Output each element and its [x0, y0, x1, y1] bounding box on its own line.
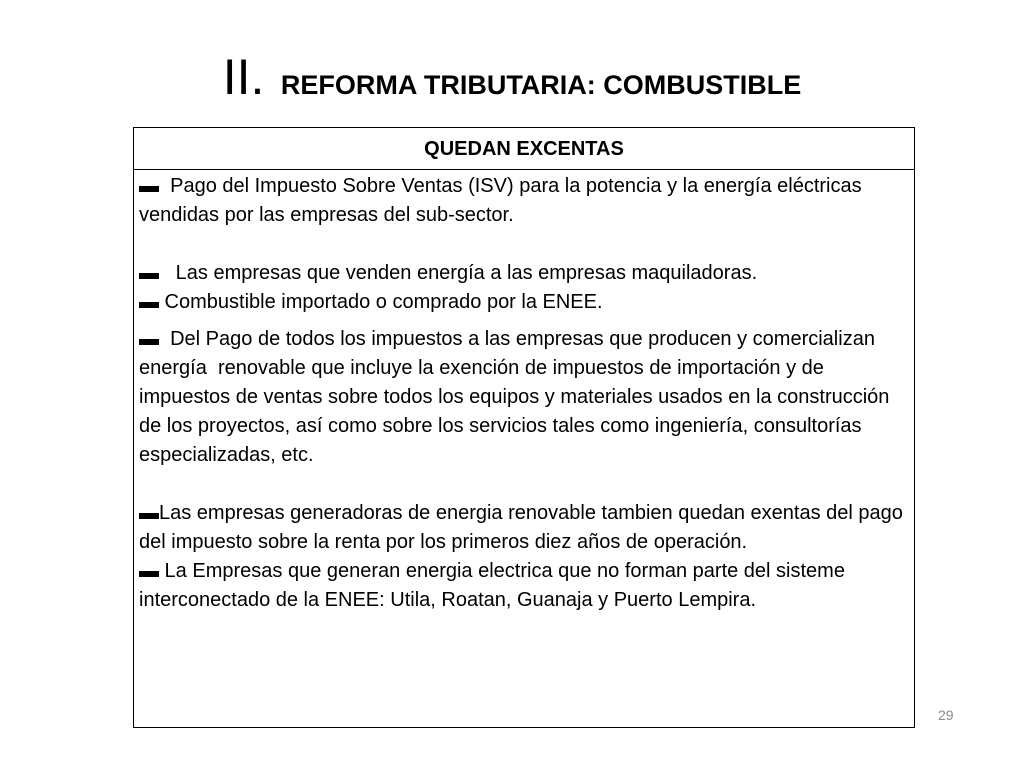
item-text: Combustible importado o comprado por la ENEE. — [159, 291, 603, 313]
slide-title — [0, 49, 1024, 105]
list-item — [139, 288, 909, 317]
section-numeral: II. — [222, 49, 265, 105]
list-item — [139, 259, 909, 288]
page-number: 29 — [938, 707, 954, 723]
dash-bullet: ▬ — [139, 328, 159, 350]
dash-bullet: ▬ — [139, 560, 159, 582]
item-text: Pago del Impuesto Sobre Ventas (ISV) para la potencia y la energía eléctricas vendidas por las empresas del sub-sector. — [139, 175, 868, 226]
table-header: QUEDAN EXCENTAS — [134, 128, 914, 170]
list-item — [139, 557, 909, 615]
list-item — [139, 325, 909, 470]
spacer — [139, 317, 909, 325]
item-text: Del Pago de todos los impuestos a las empresas que producen y comercializan energía renovable que incluye la exención de impuestos de importación y de impuestos de ventas sobre todos los equipos y materiales usados en la construcción de los proyectos, así como sobre los servicios tales como ingeniería, consultorías especializadas, etc. — [139, 328, 895, 466]
table-body — [134, 172, 914, 615]
item-text: La Empresas que generan energia electrica que no forman parte del sisteme interconectado de la ENEE: Utila, Roatan, Guanaja y Puerto Lempira. — [139, 560, 851, 611]
item-text: Las empresas generadoras de energia renovable tambien quedan exentas del pago del impuesto sobre la renta por los primeros diez años de operación. — [139, 502, 909, 553]
title-text: REFORMA TRIBUTARIA: COMBUSTIBLE — [280, 70, 802, 100]
dash-bullet: ▬ — [139, 175, 159, 197]
spacer — [139, 470, 909, 499]
dash-bullet: ▬ — [139, 262, 159, 284]
item-text: Las empresas que venden energía a las empresas maquiladoras. — [159, 262, 758, 284]
spacer — [139, 230, 909, 259]
list-item — [139, 172, 909, 230]
exemptions-table — [133, 127, 915, 728]
dash-bullet: ▬ — [139, 291, 159, 313]
dash-bullet: ▬ — [139, 502, 159, 524]
list-item — [139, 499, 909, 557]
